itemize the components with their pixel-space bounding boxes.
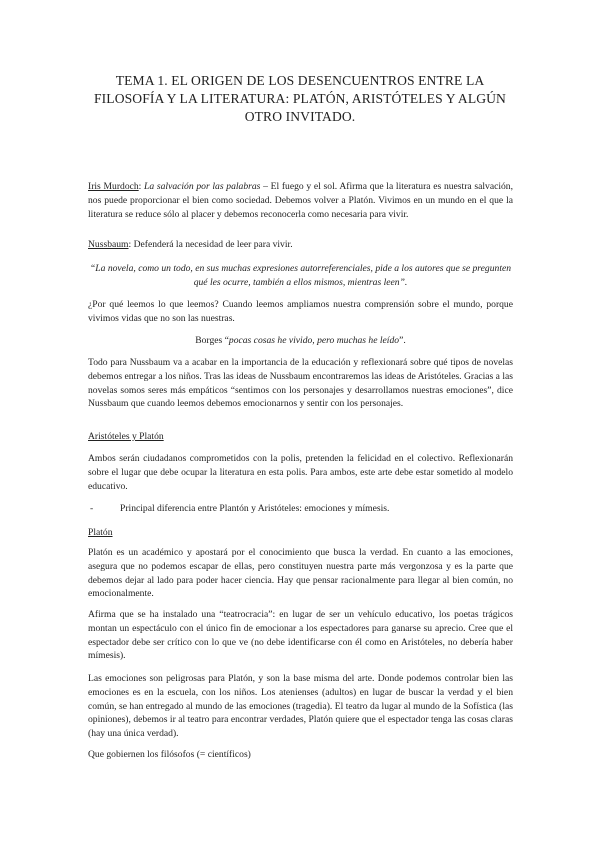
murdoch-text: – El fuego y el sol. Afirma que la literatura es nuestra salvación, nos puede proporcionar el bien como sociedad. Debemos volver a Platón. Vivimos en un mundo en el que la literatura se reduce sólo al placer y debemos reconocerla como necesaria para vivir.	[88, 181, 513, 220]
title-line-1: TEMA 1. EL ORIGEN DE LOS DESENCUENTROS ENTRE LA	[115, 73, 485, 88]
borges-quote: pocas cosas he vivido, pero muchas he leído	[228, 335, 400, 346]
title-line-3: OTRO INVITADO.	[244, 109, 356, 124]
difference-bullet	[88, 502, 513, 516]
nussbaum-quote: “La novela, como un todo, en sus muchas expresiones autorreferenciales, pide a los autores que se pregunten qué les ocurre, también a ellos mismos, mientras leen”.	[89, 263, 512, 288]
nussbaum-paragraph: Todo para Nussbaum va a acabar en la importancia de la educación y reflexionará sobre qué tipos de novelas debemos entregar a los niños. Tras las ideas de Nussbaum encontraremos las ideas de Aristóteles. Gracias a las novelas somos seres más empáticos “sentimos con los personajes y desarrollamos nuestras emociones”, dice Nussbaum que cuando leemos debemos emocionarnos y sentir con los personajes.	[88, 357, 513, 410]
platon-paragraph-2: Afirma que se ha instalado una “teatrocracia”: en lugar de ser un vehículo educativo, los poetas trágicos montan un espectáculo con el único fin de emocionar a los espectadores para ganarse su aprecio. Cree que el espectador debe ser crítico con lo que ve (no debe identificarse con él como en Aristóteles, no debería haber mímesis).	[88, 609, 513, 662]
aristoteles-platon-paragraph: Ambos serán ciudadanos comprometidos con la polis, pretenden la felicidad en el colectivo. Reflexionarán sobre el lugar que debe ocupar la literatura en esta polis. Para ambos, este arte debe estar sometido al modelo educativo.	[88, 453, 513, 492]
borges-quote-line	[88, 334, 513, 348]
document-title	[90, 72, 510, 126]
borges-prefix: Borges “	[195, 335, 229, 346]
aristoteles-platon-heading: Aristóteles y Platón	[88, 431, 164, 442]
platon-paragraph-3: Las emociones son peligrosas para Platón, y son la base misma del arte. Donde podemos controlar bien las emociones es en la escuela, con los niños. Los atenienses (adultos) en lugar de buscar la verdad y el bien común, se han entregado al mundo de las emociones (tragedia). El teatro da lugar al mundo de la Sofística (las opiniones), debemos ir al teatro para encontrar verdades, Platón quiere que el espectador tenga las cosas claras (hay una única verdad).	[88, 673, 513, 740]
nussbaum-intro	[88, 238, 513, 252]
platon-paragraph-1: Platón es un académico y apostará por el conocimiento que busca la verdad. En cuanto a las emociones, asegura que no podemos escapar de ellas, pero constituyen nuestra parte más vergonzosa y es la parte que debemos dejar al lado para poder hacer ciencia. Hay que pensar racionalmente para llegar al bien común, no emocionalmente.	[88, 547, 513, 600]
title-line-2: FILOSOFÍA Y LA LITERATURA: PLATÓN, ARISTÓTELES Y ALGÚN	[94, 91, 506, 106]
nussbaum-name: Nussbaum	[88, 239, 129, 250]
murdoch-name: Iris Murdoch	[88, 181, 139, 192]
platon-last-line: Que gobiernen los filósofos (= científicos)	[88, 749, 251, 760]
bullet-text: Principal diferencia entre Plantón y Aristóteles: emociones y mímesis.	[120, 503, 390, 514]
platon-heading: Platón	[88, 527, 113, 538]
borges-suffix: ”.	[399, 335, 406, 346]
murdoch-separator: :	[138, 181, 145, 192]
nussbaum-intro-text: : Defenderá la necesidad de leer para vivir.	[128, 239, 293, 250]
murdoch-paragraph	[88, 180, 513, 221]
nussbaum-question: ¿Por qué leemos lo que leemos? Cuando leemos ampliamos nuestra comprensión sobre el mundo, porque vivimos vidas que no son las nuestras.	[88, 299, 513, 324]
murdoch-book-title: La salvación por las palabras	[144, 181, 261, 192]
bullet-marker: -	[90, 503, 94, 514]
